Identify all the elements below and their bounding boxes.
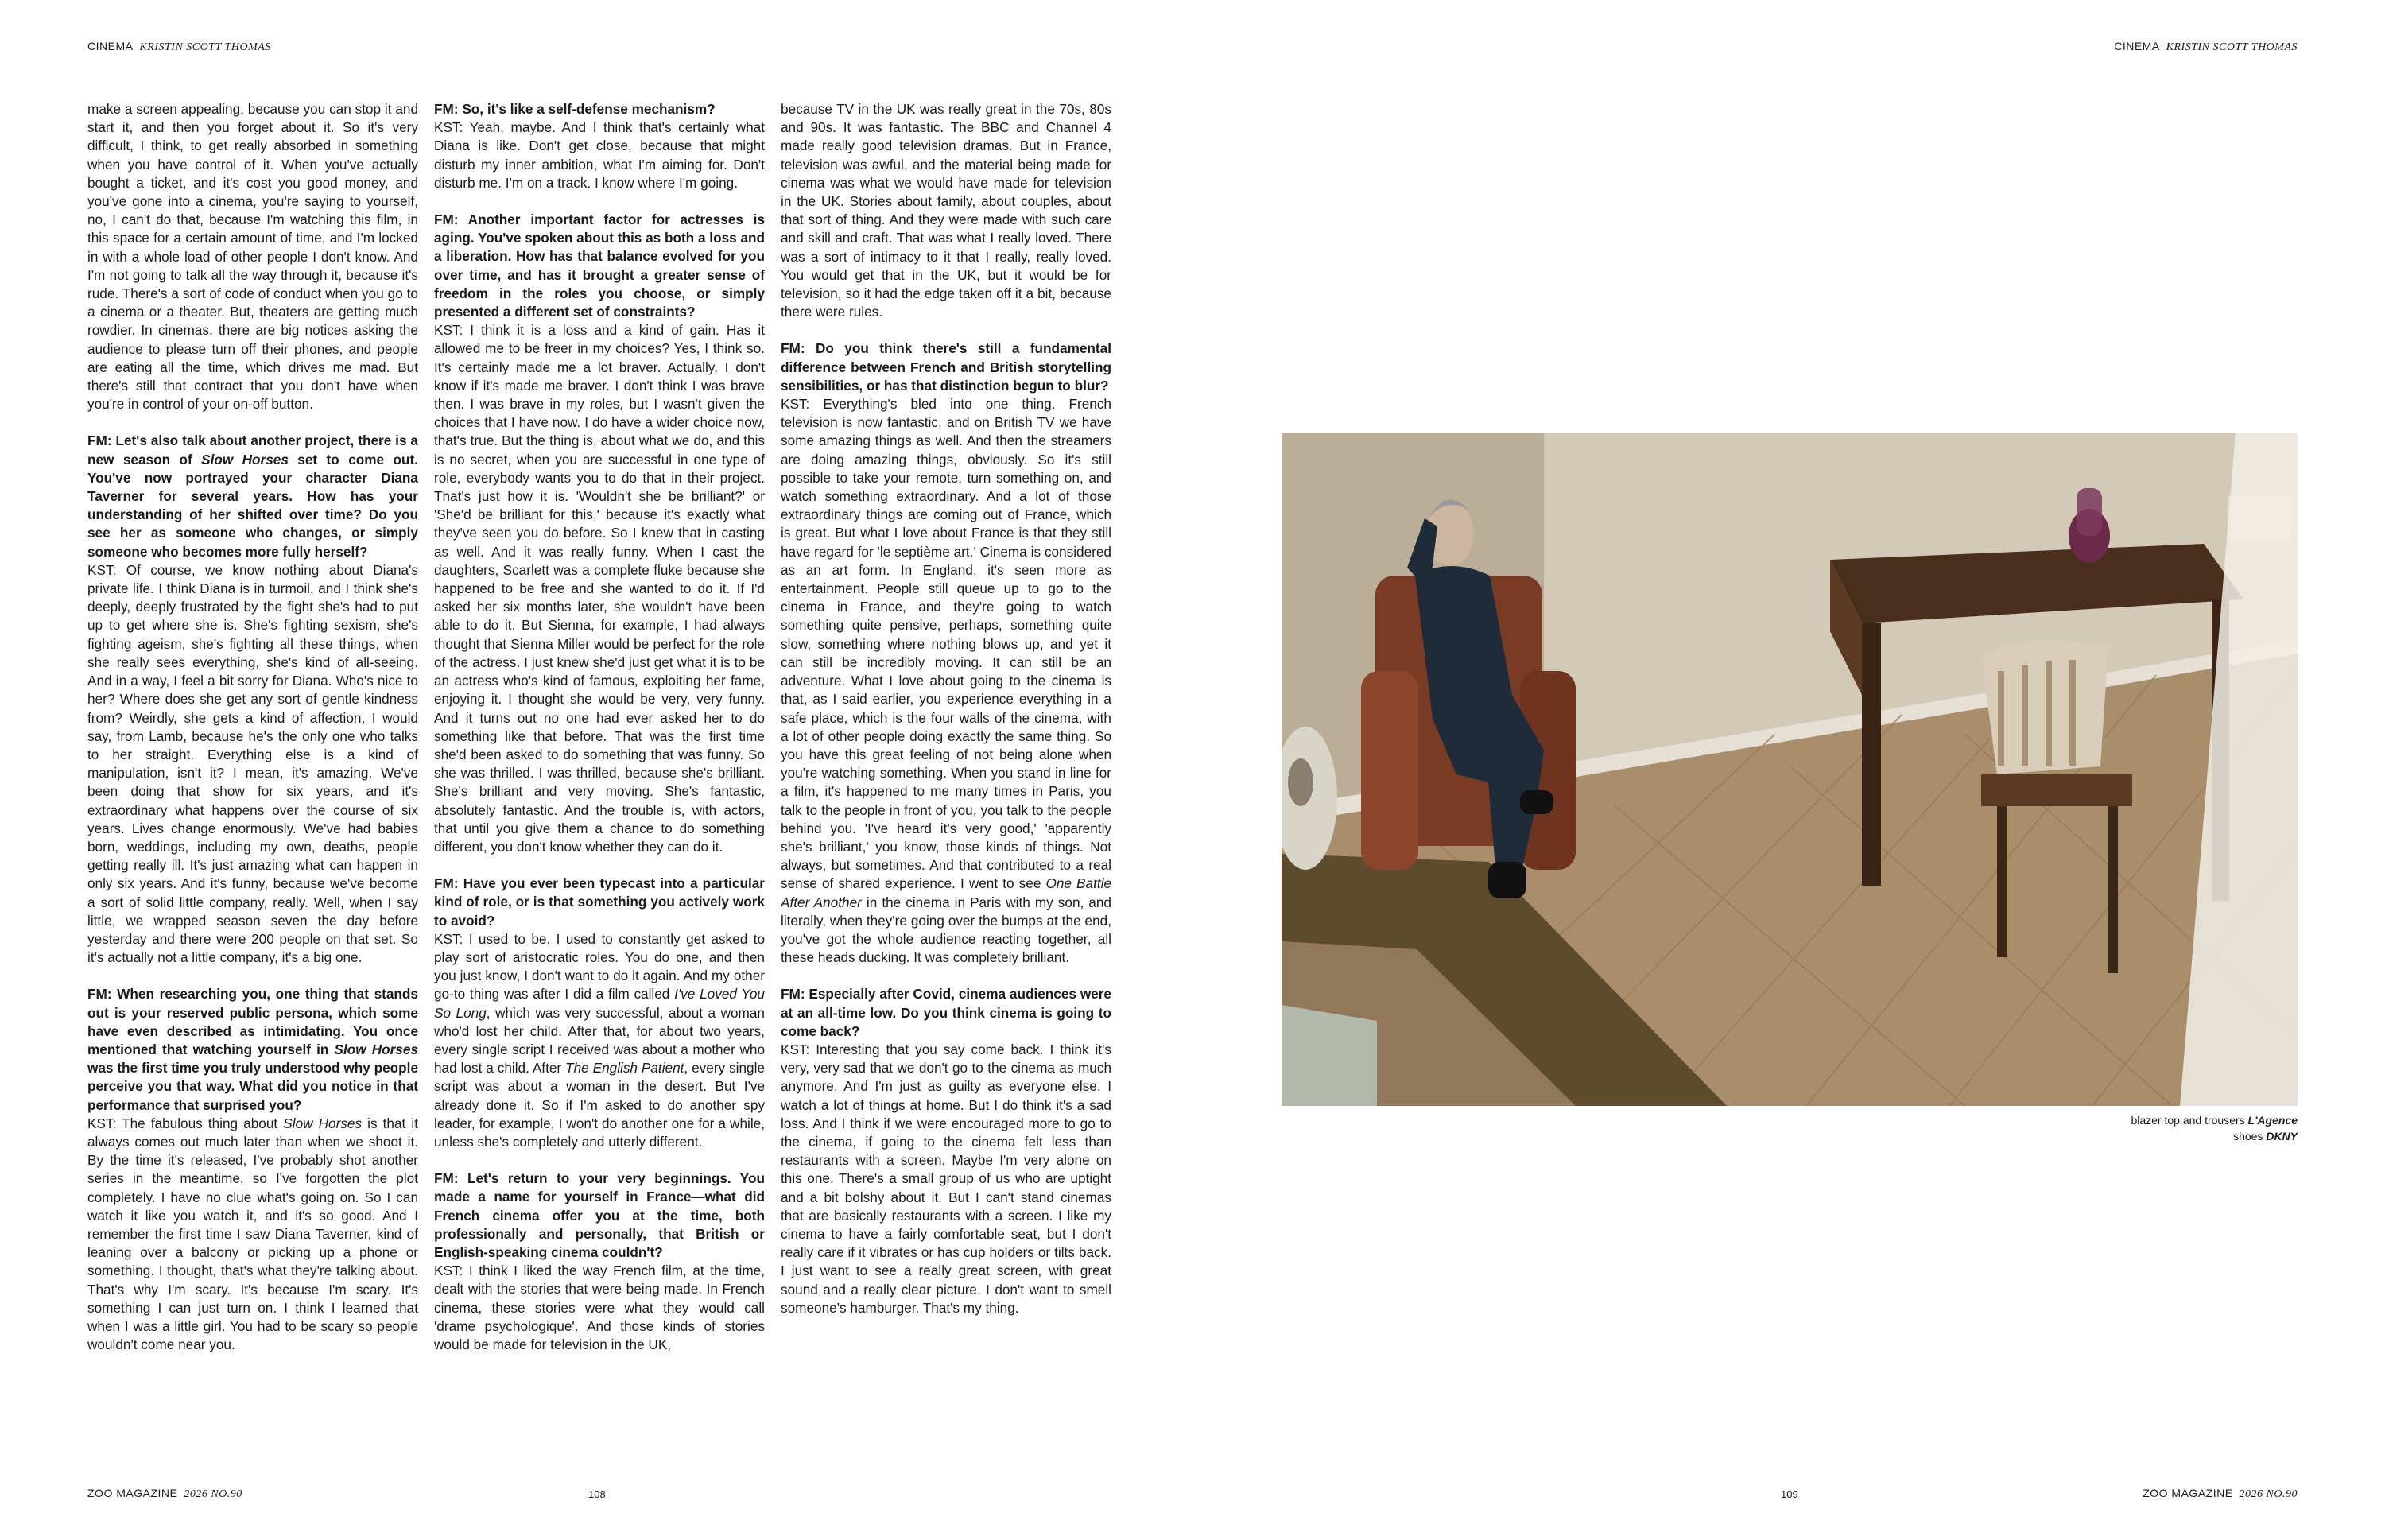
magazine-name: ZOO MAGAZINE: [2143, 1487, 2233, 1499]
photo-illustration: [1282, 433, 2298, 1106]
issue-number: 2026 NO.90: [184, 1488, 242, 1500]
article-column-2: [434, 100, 765, 1468]
answer-text: KST: I think I liked the way French film, at the time, dealt with the stories that were being made. In French cinema, these stories were what they would call 'drame psychologique'. And those kinds of stories would be made for television in the UK,: [434, 1263, 765, 1352]
question-text: FM: Do you think there's still a fundamental difference between French and British storytelling sensibilities, or has that distinction begun to blur?: [781, 340, 1111, 394]
photo-credit-clothing: blazer top and trousers L'Agence: [2131, 1114, 2298, 1127]
bed-corner: [1282, 1005, 1377, 1106]
qa-block: [87, 985, 418, 1354]
portrait-photo: [1282, 433, 2298, 1106]
running-header-left: [87, 40, 271, 54]
answer-text: KST: Interesting that you say come back. I think it's very, very sad that we don't go to the cinema as much anymore. And I'm just as guilty as everyone else. I watch a lot of things at home. But I do think it's a sad loss. And I think if we were encouraged more to go to the cinema, if going to the cinema felt less than restaurants with a screen. Maybe I'm very alone on this one. There's a small group of us who are uptight and a bit bolshy about it. But I can't stand cinemas that are basically restaurants with a screen. I like my cinema to have a fairly comfortable seat, but I don't really care if it vibrates or has cup holders or tilts back. I just want to see a really great screen, with great sound and a really clear picture. I don't want to smell someone's hamburger. That's my thing.: [781, 1041, 1111, 1316]
footer-right: [2143, 1487, 2298, 1501]
page-number-right: 109: [1781, 1488, 1798, 1500]
answer-text: KST: I used to be. I used to constantly get asked to play sort of aristocratic roles. You do one, and then you just know, I don't want to do it again. And my other go-to thing was after I did a film called I've Loved You So Long, which was very successful, about a woman who'd lost her child. After that, for about two years, every single script I received was about a mother who had lost a child. After The English Patient, every single script was about a woman in the desert. But I've already done it. So if I'm asked to do another spy leader, for example, I won't do another one for a while, unless she's completely and utterly different.: [434, 930, 765, 1150]
answer-text: KST: I think it is a loss and a kind of gain. Has it allowed me to be freer in my choices? Yes, I think so. It's certainly made me a lot braver. Actually, I don't know if it's made me braver. I don't think I was brave then. I was brave in my roles, but I wasn't given the choices that I have now. I do have a wider choice now, that's true. But the thing is, about what we do, and this is no secret, when you are successful in one type of role, everybody wants you to do that in their project. That's just how it is. 'Wouldn't she be brilliant?' or 'She'd be brilliant for this,' because it's exactly what they've seen you do before. So I knew that in casting as well. And it was really funny. When I cast the daughters, Scarlett was a complete fluke because she happened to be free and she wanted to do it. If I'd asked her six months later, she wouldn't have been able to do it. But Sienna, for example, I had always thought that Sienna Miller would be perfect for the role of the actress. I just knew she'd just get what it is to be an actress who's kind of famous, exploiting her fame, enjoying it. I thought she would be very, very funny. And it turns out no one had ever asked her to do something like that before. That was the first time she'd been asked to do something that was funny. So she was thrilled. I was thrilled, because she's brilliant. She's brilliant and very moving. She's fantastic, absolutely fantastic. And the trouble is, with actors, that until you give them a chance to do something different, you don't know whether they can do it.: [434, 322, 765, 855]
question-text: FM: Especially after Covid, cinema audiences were at an all-time low. Do you think cinema is going to come back?: [781, 986, 1111, 1039]
qa-block: [87, 432, 418, 967]
answer-text: KST: The fabulous thing about Slow Horses is that it always comes out much later than when we shoot it. By the time it's released, I've probably shot another series in the meantime, so I've forgotten the plot completely. I have no clue what's going on. So I can watch it like you watch it, and it's so good. And I remember the first time I saw Diana Taverner, kind of leaning over a balcony or picking up a phone or something. I thought, that's what they're talking about. That's why I'm scary. It's because I'm scary. It's something I can just turn on. I think I learned that when I was a little girl. You had to be scary so people wouldn't come near you.: [87, 1115, 418, 1353]
issue-number: 2026 NO.90: [2239, 1488, 2298, 1500]
answer-text: KST: Yeah, maybe. And I think that's certainly what Diana is like. Don't get close, because that might disturb my inner ambition, what I'm aiming for. Don't disturb me. I'm on a track. I know where I'm going.: [434, 119, 765, 191]
answer-text: make a screen appealing, because you can stop it and start it, and then you forget about it. So it's very difficult, I think, to get really absorbed in something when you have control of it. When you've actually bought a ticket, and it's cost you good money, and you've gone into a cinema, you're saying to yourself, no, I can't do that, because I'm watching this film, in this space for a certain amount of time, and I'm locked in with a whole load of other people I don't know. And I'm not going to talk all the way through it, because it's rude. There's a sort of code of conduct when you go to a cinema or a theater. But, theaters are getting much rowdier. In cinemas, there are big notices asking the audience to please turn off their phones, and people are eating all the time, which drives me mad. But there's still that contract that you don't have when you're in control of your on-off button.: [87, 101, 418, 413]
qa-block: [434, 100, 765, 192]
question-text: FM: Another important factor for actresses is aging. You've spoken about this as both a loss and a liberation. How has that balance evolved for you over time, and has it brought a greater sense of freedom in the roles you choose, or simply presented a different set of constraints?: [434, 211, 765, 320]
qa-block: [434, 875, 765, 1151]
question-text: FM: So, it's like a self-defense mechanism?: [434, 101, 716, 117]
answer-text: KST: Everything's bled into one thing. French television is now fantastic, and on British TV we have some amazing things as well. And then the streamers are doing amazing things, obviously. So it's still possible to take your remote, turn something on, and watch something extraordinary. And a lot of those extraordinary things are coming out of France, which is great. But what I love about France is that they still have regard for 'le septième art.' Cinema is considered as an art form. In England, it's seen more as entertainment. People still queue up to go to the cinema in France, and they're going to watch something quite pensive, perhaps, something quite slow, something where nothing blows up, and yet it can still be incredibly moving. It can still be an adventure. What I love about going to the cinema is that, as I said earlier, you experience everything in a safe place, which is the four walls of the cinema, with a lot of other people doing exactly the same thing. So you have this great feeling of not being alone when you're watching something. When you stand in line for a film, it's happened to me many times in Paris, you talk to the people in front of you, you talk to the people behind you. 'I've heard it's very good,' 'apparently she's brilliant,' you know, those kinds of things. Not always, but sometimes. And that contributed to a real sense of shared experience. I went to see One Battle After Another in the cinema in Paris with my son, and literally, when they're going over the bumps at the end, you've got the whole audience reacting together, all these heads ducking. It was completely brilliant.: [781, 396, 1111, 966]
footer-left: [87, 1487, 242, 1501]
article-column-3: [781, 100, 1111, 1468]
magazine-name: ZOO MAGAZINE: [87, 1487, 178, 1499]
question-text: FM: Let's return to your very beginnings. You made a name for yourself in France—what did French cinema offer you at the time, both professionally and personally, that British or English-speaking cinema couldn't?: [434, 1170, 765, 1260]
question-text: FM: When researching you, one thing that stands out is your reserved public persona, which some have even described as intimidating. You once mentioned that watching yourself in Slow Horses was the first time you truly understood why people perceive you that way. What did you notice in that performance that surprised you?: [87, 986, 418, 1113]
qa-block: [434, 211, 765, 856]
answer-text: KST: Of course, we know nothing about Diana's private life. I think Diana is in turmoil, and I think she's deeply, deeply frustrated by the fight she's had to put up to get where she is. She's fighting sexism, she's fighting ageism, she's fighting all these things, when she really sees everything, she's kind of all-seeing. And in a way, I feel a bit sorry for Diana. Who's nice to her? Where does she get any sort of gentle kindness from? Weirdly, she gets a kind of affection, I would say, from Lamb, because he's the only one who talks to her straight. Everything else is a kind of manipulation, isn't it? I mean, it's amazing. We've been doing that show for six years, and it's extraordinary what happens over the course of six years. Lives change enormously. We've had babies born, weddings, including my own, deaths, people getting really ill. It's just amazing what can happen in only six years. And it's funny, because we've become a sort of solid little company, really. Well, when I say little, we wrapped season seven the day before yesterday and there were 200 people on that set. So it's actually not a little company, it's a big one.: [87, 561, 418, 966]
running-header-right: [2114, 40, 2298, 54]
answer-text: because TV in the UK was really great in the 70s, 80s and 90s. It was fantastic. The BBC and Channel 4 made really good television dramas. But in France, television was awful, and the material being made for cinema was what we would have made for television in the UK. Stories about family, about couples, about that sort of thing. And they were made with such care and skill and craft. That was what I really loved. There was a sort of intimacy to it that I really, really loved. You would get that in the UK, but it would be for television, so it had the edge taken off it a bit, because there were rules.: [781, 101, 1111, 320]
photo-credit-shoes: shoes DKNY: [2233, 1130, 2298, 1142]
header-section: CINEMA: [2114, 40, 2160, 52]
paragraph: [87, 100, 418, 413]
article-column-1: [87, 100, 418, 1468]
header-section: CINEMA: [87, 40, 134, 52]
paragraph: [781, 100, 1111, 321]
page-number-left: 108: [588, 1488, 606, 1500]
header-name: KRISTIN SCOTT THOMAS: [2166, 41, 2298, 53]
header-name: KRISTIN SCOTT THOMAS: [139, 41, 271, 53]
question-text: FM: Have you ever been typecast into a particular kind of role, or is that something you actively work to avoid?: [434, 875, 765, 929]
qa-block: [781, 985, 1111, 1317]
qa-block: [434, 1170, 765, 1354]
qa-block: [781, 339, 1111, 967]
question-text: FM: Let's also talk about another project, there is a new season of Slow Horses set to come out. You've now portrayed your character Diana Taverner for several years. How has your understanding of her shifted over time? Do you see her as someone who changes, or simply someone who becomes more fully herself?: [87, 433, 418, 560]
